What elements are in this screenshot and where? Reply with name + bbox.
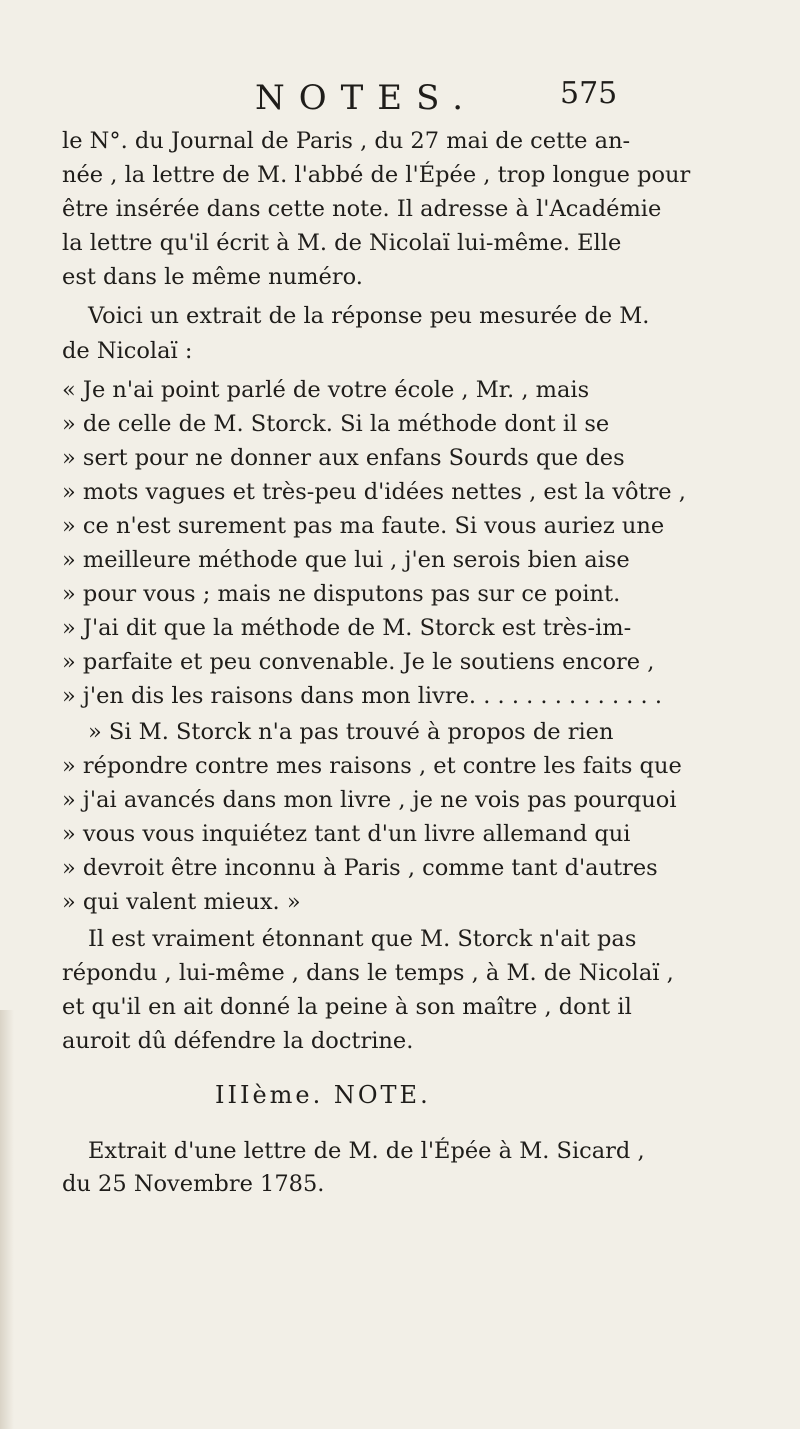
- text-line: est dans le même numéro.: [62, 264, 363, 290]
- running-title: NOTES.: [255, 78, 478, 118]
- quote-line: « Je n'ai point parlé de votre école , Mr. , mais: [62, 377, 590, 403]
- page-header: [0, 78, 800, 128]
- text-line: répondu , lui-même , dans le temps , à M. de Nicolaï ,: [62, 960, 674, 986]
- quote-line: » répondre contre mes raisons , et contre les faits que: [62, 753, 682, 779]
- quote-line: » J'ai dit que la méthode de M. Storck est très-im-: [62, 615, 632, 641]
- quote-line: » sert pour ne donner aux enfans Sourds que des: [62, 445, 625, 471]
- quote-line: » de celle de M. Storck. Si la méthode dont il se: [62, 411, 610, 437]
- text-line: née , la lettre de M. l'abbé de l'Épée , trop longue pour: [62, 162, 691, 188]
- quote-line: » j'en dis les raisons dans mon livre. . . . . . . . . . . . . .: [62, 683, 663, 709]
- quote-line: » meilleure méthode que lui , j'en serois bien aise: [62, 547, 630, 573]
- page-number: 575: [560, 76, 618, 111]
- quote-line: » Si M. Storck n'a pas trouvé à propos de rien: [88, 719, 614, 745]
- text-line: et qu'il en ait donné la peine à son maître , dont il: [62, 994, 632, 1020]
- text-line: de Nicolaï :: [62, 338, 193, 364]
- text-line: Il est vraiment étonnant que M. Storck n'ait pas: [88, 926, 637, 952]
- quote-line: » pour vous ; mais ne disputons pas sur ce point.: [62, 581, 621, 607]
- quote-line: » mots vagues et très-peu d'idées nettes , est la vôtre ,: [62, 479, 686, 505]
- quote-line: » parfaite et peu convenable. Je le soutiens encore ,: [62, 649, 655, 675]
- text-line: Extrait d'une lettre de M. de l'Épée à M. Sicard ,: [88, 1138, 645, 1164]
- text-line: être insérée dans cette note. Il adresse à l'Académie: [62, 196, 662, 222]
- quote-line: » qui valent mieux. »: [62, 889, 301, 915]
- text-line: Voici un extrait de la réponse peu mesurée de M.: [88, 303, 650, 329]
- section-heading: IIIème. NOTE.: [215, 1081, 431, 1109]
- quote-line: » j'ai avancés dans mon livre , je ne vois pas pourquoi: [62, 787, 677, 813]
- text-line: la lettre qu'il écrit à M. de Nicolaï lui-même. Elle: [62, 230, 622, 256]
- text-line: du 25 Novembre 1785.: [62, 1171, 325, 1197]
- quote-line: » ce n'est surement pas ma faute. Si vous auriez une: [62, 513, 665, 539]
- text-line: auroit dû défendre la doctrine.: [62, 1028, 414, 1054]
- quote-line: » vous vous inquiétez tant d'un livre allemand qui: [62, 821, 631, 847]
- text-line: le N°. du Journal de Paris , du 27 mai de cette an-: [62, 128, 631, 154]
- page-edge-shadow: [0, 1010, 14, 1429]
- quote-line: » devroit être inconnu à Paris , comme tant d'autres: [62, 855, 658, 881]
